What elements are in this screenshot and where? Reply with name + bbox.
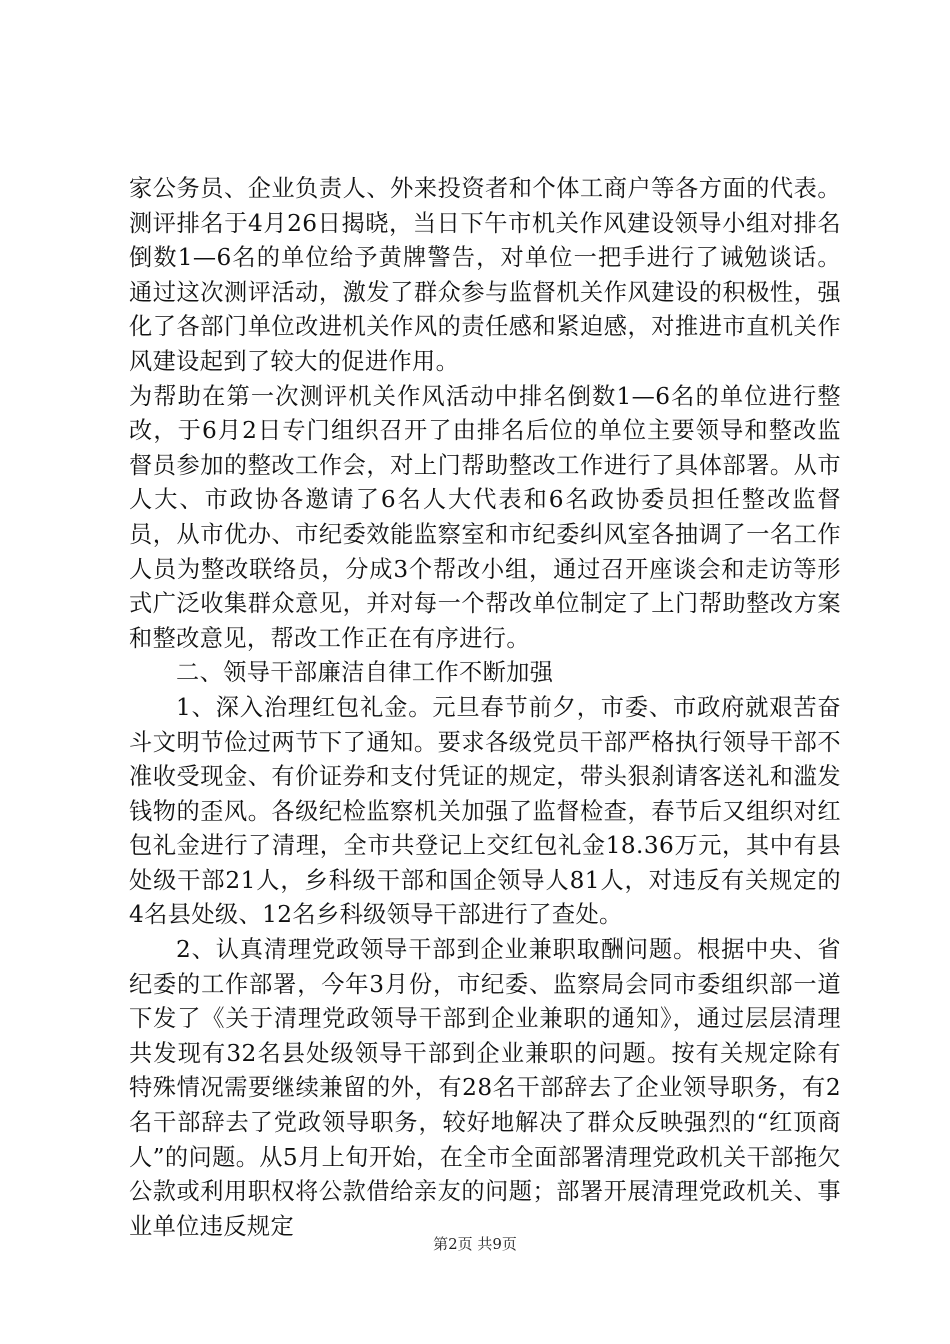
paragraph-part-time-posts: 2、认真清理党政领导干部到企业兼职取酬问题。根据中央、省纪委的工作部署，今年3月份，市纪委、监察局会同市委组织部一道下发了《关于清理党政领导干部到企业兼职的通知》，通过层层清理共发现有32名县处级领导干部到企业兼职的问题。按有关规定除有特殊情况需要继续兼留的外，有28名干部辞去了企业领导职务，有2名干部辞去了党政领导职务，较好地解决了群众反映强烈的“红顶商人”的问题。从5月上旬开始，在全市全面部署清理党政机关干部拖欠公款或利用职权将公款借给亲友的问题；部署开展清理党政机关、事业单位违反规定 — [129, 936, 841, 1240]
page-number-label: 第2页 共9页 — [433, 1235, 517, 1253]
paragraph-rectification: 为帮助在第一次测评机关作风活动中排名倒数1—6名的单位进行整改，于6月2日专门组织召开了由排名后位的单位主要领导和整改监督员参加的整改工作会，对上门帮助整改工作进行了具体部署。从市人大、市政协各邀请了6名人大代表和6名政协委员担任整改监督员，从市优办、市纪委效能监察室和市纪委纠风室各抽调了一名工作人员为整改联络员，分成3个帮改小组，通过召开座谈会和走访等形式广泛收集群众意见，并对每一个帮改单位制定了上门帮助整改方案和整改意见，帮改工作正在有序进行。 — [129, 382, 841, 652]
section-heading-integrity: 二、领导干部廉洁自律工作不断加强 — [176, 659, 554, 687]
paragraph-continuation-evaluation: 家公务员、企业负责人、外来投资者和个体工商户等各方面的代表。测评排名于4月26日揭晓，当日下午市机关作风建设领导小组对排名倒数1—6名的单位给予黄牌警告，对单位一把手进行了诫勉谈话。通过这次测评活动，激发了群众参与监督机关作风建设的积极性，强化了各部门单位改进机关作风的责任感和紧迫感，对推进市直机关作风建设起到了较大的促进作用。 — [129, 175, 841, 375]
paragraph-red-envelope-gifts: 1、深入治理红包礼金。元旦春节前夕，市委、市政府就艰苦奋斗文明节俭过两节下了通知。要求各级党员干部严格执行领导干部不准收受现金、有价证券和支付凭证的规定，带头狠刹请客送礼和滥发钱物的歪风。各级纪检监察机关加强了监督检查，春节后又组织对红包礼金进行了清理，全市共登记上交红包礼金18.36万元，其中有县处级干部21人，乡科级干部和国企领导人81人，对违反有关规定的4名县处级、12名乡科级领导干部进行了查处。 — [129, 693, 841, 929]
page-footer — [0, 1234, 950, 1254]
document-body — [129, 172, 841, 1244]
